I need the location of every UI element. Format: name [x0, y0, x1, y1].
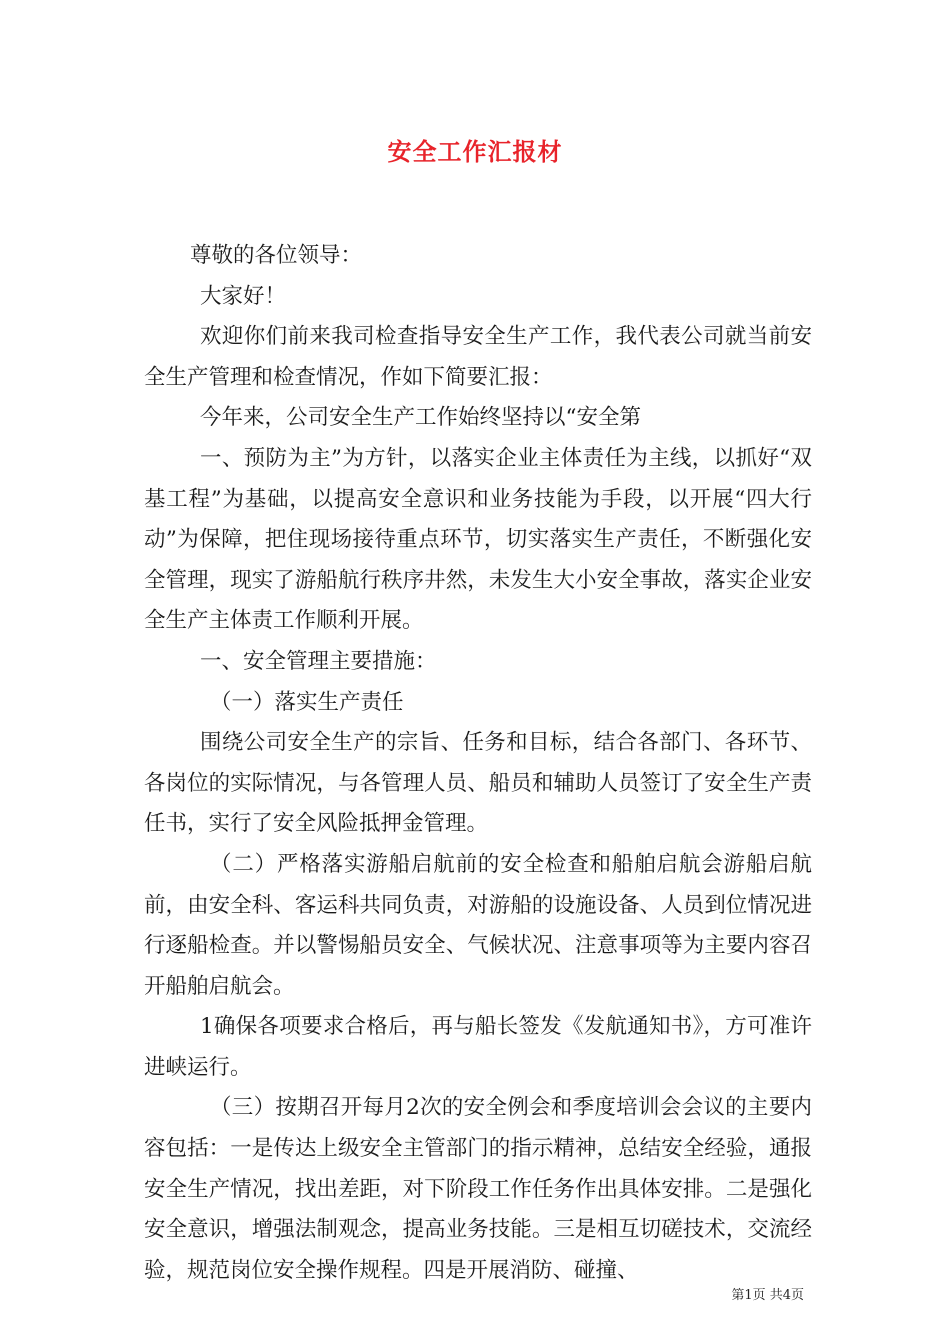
paragraph-departure-inspection: （二）严格落实游船启航前的安全检查和船舶启航会游船启航前，由安全科、客运科共同负责，对游船的设施设备、人员到位情况进行逐船检查。并以警惕船员安全、气候状况、注意事项等为主要内容召开船舶启航会。: [144, 851, 812, 999]
paragraph-welcome: 欢迎你们前来我司检查指导安全生产工作，我代表公司就当前安全生产管理和检查情况，作如下简要汇报：: [144, 324, 812, 390]
subheading-responsibility: （一）落实生产责任: [210, 689, 404, 715]
paragraph-departure-notice: 1确保各项要求合格后，再与船长签发《发航通知书》，方可准许进峡运行。: [144, 1014, 812, 1080]
greeting: 大家好！: [200, 283, 287, 309]
paragraph-policy: 一、预防为主”为方针，以落实企业主体责任为主线，以抓好“双基工程”为基础，以提高安全意识和业务技能为手段，以开展“四大行动”为保障，把住现场接待重点环节，切实落实生产责任，不断强化安全管理，现实了游船航行秩序井然，未发生大小安全事故，落实企业安全生产主体责工作顺利开展。: [144, 445, 812, 634]
page-number: 第1页 共4页: [731, 1288, 804, 1303]
document-body: [144, 236, 812, 1291]
salutation: 尊敬的各位领导：: [190, 243, 363, 268]
paragraph-responsibility: 围绕公司安全生产的宗旨、任务和目标，结合各部门、各环节、各岗位的实际情况，与各管理人员、船员和辅助人员签订了安全生产责任书，实行了安全风险抵押金管理。: [144, 730, 812, 837]
document-title: 安全工作汇报材: [387, 137, 563, 166]
paragraph-safety-meetings: （三）按期召开每月2次的安全例会和季度培训会会议的主要内容包括：一是传达上级安全主管部门的指示精神，总结安全经验，通报安全生产情况，找出差距，对下阶段工作任务作出具体安排。二是强化安全意识，增强法制观念，提高业务技能。三是相互切磋技术，交流经验，规范岗位安全操作规程。四是开展消防、碰撞、: [144, 1095, 812, 1283]
paragraph-intro: 今年来，公司安全生产工作始终坚持以“安全第: [200, 405, 641, 431]
section-heading-measures: 一、安全管理主要措施：: [200, 648, 437, 674]
